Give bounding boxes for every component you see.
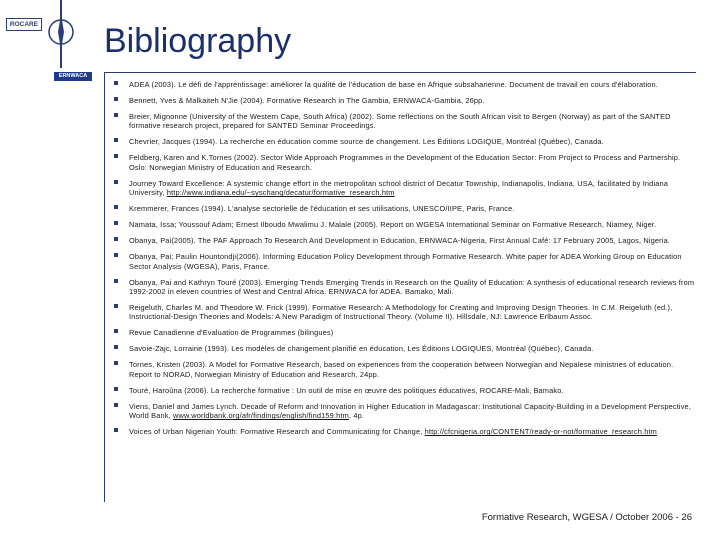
reference-item — [113, 278, 698, 297]
reference-item — [113, 112, 698, 131]
reference-text: ADEA (2003). Le défi de l'apprentissage: améliorer la qualité de l'éducation de base en Afrique subsaharienne. Document de travail en cours d'élaboration. — [129, 80, 658, 89]
bullet-icon — [114, 345, 118, 349]
reference-link[interactable]: http://www.indiana.edu/~syschang/decatur/formative_research.htm — [166, 188, 395, 198]
reference-text: Tornes, Kristen (2003). A Model for Formative Research, based on experiences from the cooperation between Norwegian and Nepalese ministries of education. Report to NORAD, Norwegian Ministry of Education and Research, 24pp. — [129, 360, 674, 379]
bullet-icon — [114, 138, 118, 142]
rocare-logo: ROCARE — [6, 18, 42, 31]
reference-text: Breier, Mignonne (University of the Western Cape, South Africa) (2002). Some reflections on the South African visit to Bergen (Norway) as part of the SANTED formative research project, prepared for SANTED Seminar Proceedings. — [129, 112, 671, 131]
reference-text: Chevrier, Jacques (1994). La recherche en éducation comme source de changement. Les Éditions LOGIQUE, Montréal (Québec), Canada. — [129, 137, 604, 147]
reference-item — [113, 153, 698, 172]
reference-text: Kremmerer, Frances (1994). L'analyse sectorielle de l'éducation et ses utilisations, UNESCO/IIPE, Paris, France. — [129, 204, 515, 214]
bullet-icon — [114, 304, 118, 308]
footer-text: Formative Research, WGESA / October 2006 - 26 — [481, 512, 692, 523]
reference-text: Touré, Haroûna (2006). La recherche formative : Un outil de mise en œuvre des politiques éducatives, ROCARE-Mali, Bamako. — [129, 385, 564, 395]
reference-text: Feldberg, Karen and K.Tornes (2002). Sector Wide Approach Programmes in the Development of the Education Sector: From Project to Process and Partnership. Oslo: Norwegian Ministry of Education and Research. — [129, 153, 681, 172]
reference-text: Namata, Issa; Youssouf Adam; Ernest Ilboudo Mwalimu J. Malale (2005). Report on WGESA International Seminar on Formative Research, Niamey, Niger. — [129, 220, 657, 230]
bullet-icon — [114, 81, 118, 85]
reference-link[interactable]: http://cfcnigeria.org/CONTENT/ready-or-not/formative_research.htm — [424, 427, 657, 437]
reference-text: Savoie-Zajc, Lorraine (1993). Les modèles de changement planifié en éducation, Les Éditions LOGIQUES, Montréal (Québec), Canada. — [129, 344, 594, 354]
reference-item — [113, 386, 698, 395]
reference-text-suffix: , 4p. — [348, 411, 365, 421]
reference-item — [113, 220, 698, 229]
reference-item — [113, 137, 698, 146]
reference-item — [113, 96, 698, 105]
bullet-icon — [114, 428, 118, 432]
reference-item — [113, 204, 698, 213]
ernwaca-logo: ERNWACA — [54, 72, 92, 81]
bibliography-list — [113, 80, 698, 443]
bullet-icon — [114, 205, 118, 209]
reference-text: Obanya, Pai(2005). The PAF Approach To Research And Development in Education, ERNWACA-Nigeria, First Annual Café: 17 February 2005, Lagos, Nigeria. — [129, 236, 671, 246]
reference-item — [113, 328, 698, 337]
reference-text: Obanya, Pai; Paulin Hountondji(2006). Informing Education Policy Development through Formative Research. White paper for ADEA Working Group on Education Sector Analysis (WGESA), Paris, France. — [129, 252, 682, 271]
reference-text: Bennett, Yves & Malkaiteh N'Jie (2004). Formative Research in The Gambia, ERNWACA-Gambia, 26pp. — [129, 96, 485, 105]
reference-text: Viens, Daniel and James Lynch. Decade of Reform and Innovation in Higher Education in Madagascar: Institutional Capacity-Building in a Development Perspective, World Bank, — [129, 401, 692, 421]
reference-item — [113, 80, 698, 89]
bullet-icon — [114, 221, 118, 225]
reference-item — [113, 344, 698, 353]
bullet-icon — [114, 113, 118, 117]
reference-item — [113, 360, 698, 379]
bullet-icon — [114, 403, 118, 407]
reference-item — [113, 236, 698, 245]
reference-item — [113, 303, 698, 322]
reference-item — [113, 427, 698, 436]
reference-item — [113, 252, 698, 271]
bullet-icon — [114, 237, 118, 241]
bullet-icon — [114, 180, 118, 184]
title-divider — [104, 72, 696, 73]
reference-text: Revue Canadienne d'Evaluation de Programmes (bilingues) — [129, 328, 334, 338]
bullet-icon — [114, 329, 118, 333]
reference-item — [113, 179, 698, 198]
reference-text: Journey Toward Excellence: A systemic change effort in the metropolitan school district of Decatur Township, Indianapolis, Indiana, USA, facilitated by Indiana University, — [129, 178, 669, 198]
reference-text: Voices of Urban Nigerian Youth: Formative Research and Communicating for Change, — [129, 427, 425, 437]
page-title: Bibliography — [104, 22, 292, 60]
bullet-icon — [114, 154, 118, 158]
bullet-icon — [114, 361, 118, 365]
bullet-icon — [114, 387, 118, 391]
bullet-icon — [114, 97, 118, 101]
bullet-icon — [114, 253, 118, 257]
compass-icon — [40, 4, 82, 70]
logo — [0, 0, 110, 90]
reference-text: Reigeluth, Charles M. and Theodore W. Frick (1999). Formative Research: A Methodology for Creating and Improving Design Theories. In C.M. Reigeluth (ed.), Instructional-Design Theories and Models: A New Paradigm of Instructional Theory. (Volume II). Hillsdale, NJ: Lawrence Erlbaum Assoc. — [129, 303, 673, 322]
bullet-icon — [114, 279, 118, 283]
reference-text: Obanya, Pai and Kathryn Touré (2003). Emerging Trends Emerging Trends in Research on the Quality of Education: A synthesis of educational research reviews from 1992-2002 in eleven countries of West and Central Africa. ERNWACA for ADEA. Bamako, Mali. — [129, 277, 695, 297]
left-divider — [104, 72, 105, 502]
reference-link[interactable]: www.worldbank.org/afr/findings/english/find159.htm — [172, 411, 349, 421]
reference-item — [113, 402, 698, 421]
